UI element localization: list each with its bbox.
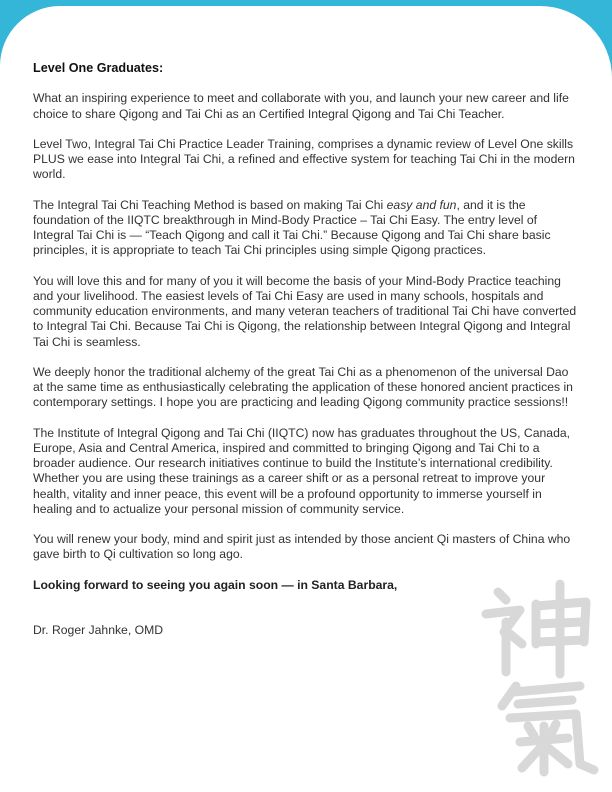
shen-qi-calligraphy-icon [476, 574, 606, 779]
letter-page [0, 6, 612, 792]
paragraph-teaching-method [33, 198, 578, 259]
paragraph-alchemy: We deeply honor the traditional alchemy of the great Tai Chi as a phenomenon of the universal Dao at the same time as enthusiastically celebrating the application of these honored ancient practices in contemporary settings. I hope you are practicing and leading Qigong community practice sessions!! [33, 364, 573, 410]
paragraph-intro: What an inspiring experience to meet and collaborate with you, and launch your new career and life choice to share Qigong and Tai Chi as an Certified Integral Qigong and Tai Chi Teacher. [33, 91, 569, 121]
letter-heading: Level One Graduates: [33, 61, 164, 75]
paragraph-livelihood: You will love this and for many of you it will become the basis of your Mind-Body Practice teaching and your livelihood. The easiest levels of Tai Chi Easy are used in many schools, hospitals and community education environments, and many veteran teachers of traditional Tai Chi have converted to Integral Tai Chi. Because Tai Chi is Qigong, the relationship between Integral Qigong and Integral Tai Chi is seamless. [33, 273, 577, 349]
p3-before: The Integral Tai Chi Teaching Method is based on making Tai Chi [33, 197, 387, 212]
paragraph-level-two: Level Two, Integral Tai Chi Practice Leader Training, comprises a dynamic review of Level One skills PLUS we ease into Integral Tai Chi, a refined and effective system for teaching Tai Chi in the modern world. [33, 136, 575, 182]
paragraph-institute: The Institute of Integral Qigong and Tai Chi (IIQTC) now has graduates throughout the US, Canada, Europe, Asia and Central America, inspired and committed to bringing Qigong and Tai Chi to a broader audience. Our research initiatives continue to build the Institute’s international credibility. Whether you are using these trainings as a career shift or as a personal retreat to improve your health, vitality and inner peace, this event will be a profound opportunity to immerse yourself in healing and to actualize your personal mission of community service. [33, 425, 571, 516]
p3-emphasis: easy and fun [386, 197, 457, 212]
paragraph-renew: You will renew your body, mind and spirit just as intended by those ancient Qi masters of China who gave birth to Qi cultivation so long ago. [33, 532, 571, 562]
letter-body [33, 61, 578, 653]
letter-signature: Dr. Roger Jahnke, OMD [33, 622, 164, 637]
letter-closing: Looking forward to seeing you again soon — in Santa Barbara, [33, 577, 398, 592]
p3-after: , and it is the foundation of the IIQTC breakthrough in Mind-Body Practice – Tai Chi Easy. The entry level of Integral Tai Chi is — “Teach Qigong and call it Tai Chi.” Because Qigong and Tai Chi share basic principles, it is appropriate to teach Tai Chi principles using simple Qigong practices. [33, 197, 551, 258]
